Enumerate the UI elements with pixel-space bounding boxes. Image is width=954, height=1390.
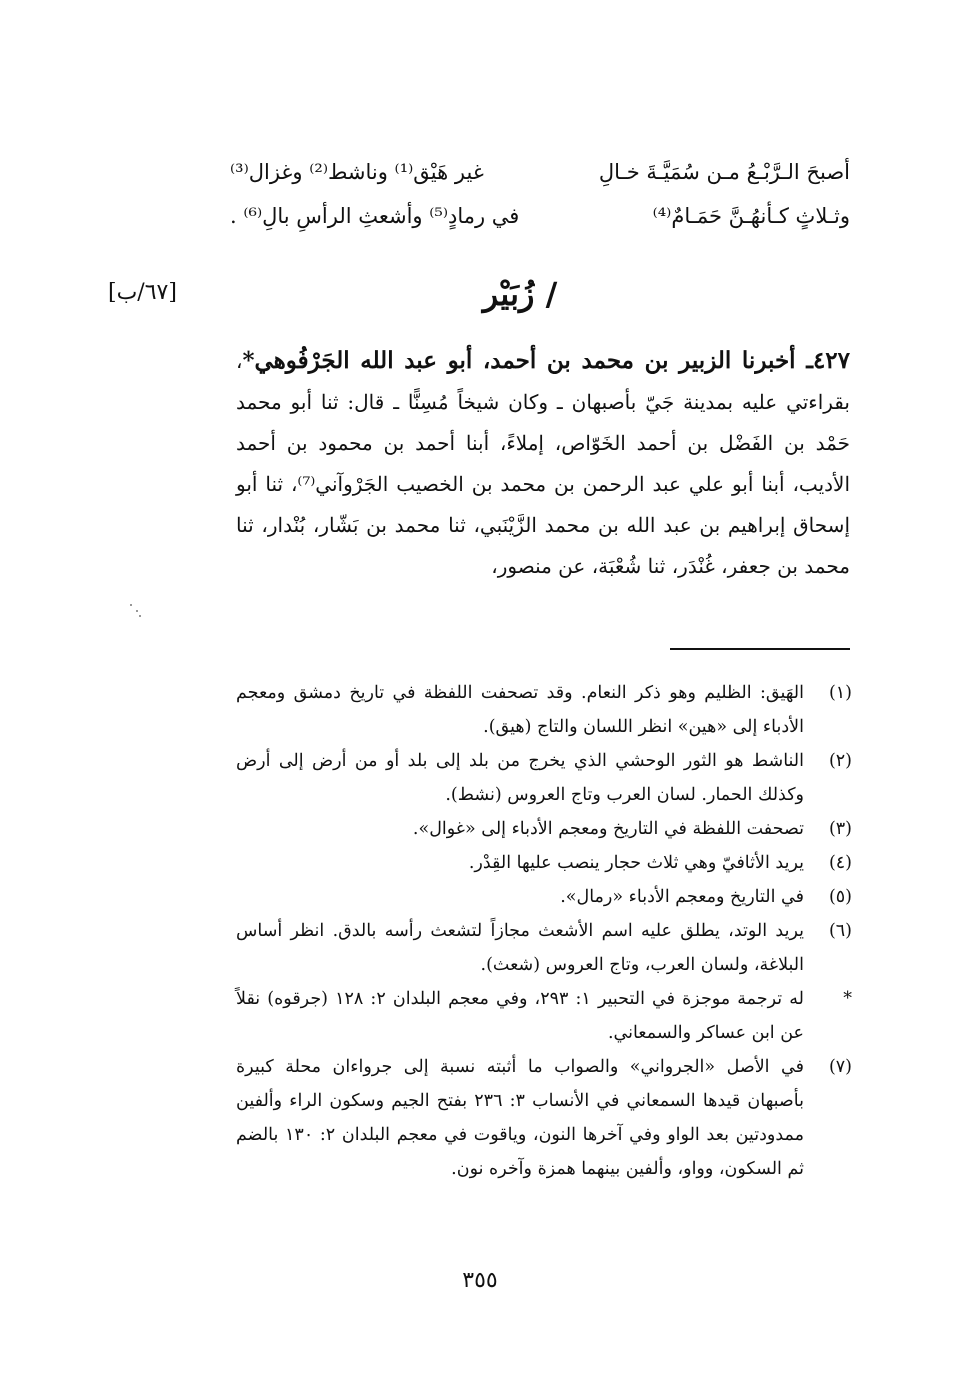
footnote-text: في الأصل «الجرواني» والصواب ما أثبته نسبة إلى جرواءان محلة كبيرة بأصبهان قيدها السمعاني في الأنساب ٣: ٢٣٦ بفتح الجيم وسكون الراء وألفين ممدودتين بعد الواو وفي آخرها النون، وياقوت في معجم البلدان ٢: ١٣٠ بالضم ثم السكون، وواو، وألفين بينهما همزة وآخره نون. bbox=[236, 1057, 804, 1179]
verse-first-hemistich: وثـلاثٍ كـأنهُـنَّ حَمَـامٌ⁽⁴⁾ bbox=[652, 204, 850, 228]
footnote-text: الناشط هو الثور الوحشي الذي يخرج من بلد إلى بلد أو من أرض إلى أرض وكذلك الحمار. لسان العرب وتاج العروس (نشط). bbox=[236, 751, 804, 805]
verse-first-hemistich: أصبحَ الـرَّبْـعُ مـن سُمَيَّـةَ خـالِ bbox=[598, 160, 850, 184]
footnote bbox=[236, 812, 856, 846]
entry-body: ، بقراءتي عليه بمدينة جَيّ بأصبهان ـ وكان شيخاً مُسِنًّا ـ قال: ثنا أبو محمد حَمْد بن الفَضْل بن أحمد الخَوّاص، إملاءً، أبنا أحمد بن محمود بن أحمد الأديب، أبنا أبو علي عبد الرحمن بن محمد بن الخصيب الجَرْوآني⁽⁷⁾، ثنا أبو إسحاق إبراهيم بن عبد الله بن محمد الزَّيْنَبي، ثنا محمد بن بَشّار، بُنْدار، ثنا محمد بن جعفر، غُنْدَر، ثنا شُعْبَة، عن منصور، bbox=[236, 349, 851, 578]
footnote-number: (٢) bbox=[828, 751, 852, 771]
footnote-number: (٧) bbox=[828, 1057, 852, 1077]
footnote-number: (٥) bbox=[828, 887, 852, 907]
footnote-number: (٦) bbox=[828, 921, 852, 941]
footnote-text: له ترجمة موجزة في التحبير ١: ٢٩٣، وفي معجم البلدان ٢: ١٢٨ (جرقوه) نقلاً عن ابن عساكر والسمعاني. bbox=[236, 989, 804, 1043]
verse-second-hemistich: في رمادٍ⁽⁵⁾ وأشعثِ الرأسِ بالِ⁽⁶⁾ . bbox=[230, 204, 520, 228]
page-number: ٣٥٥ bbox=[462, 1268, 498, 1293]
footnote-separator bbox=[670, 648, 850, 650]
footnote bbox=[236, 880, 856, 914]
footnote-text: الهَيق: الظليم وهو ذكر النعام. وقد تصحفت اللفظة في تاريخ دمشق ومعجم الأدباء إلى «هين» انظر اللسان والتاج (هيق). bbox=[236, 683, 804, 737]
manuscript-page-reference: [٦٧/ب] bbox=[108, 280, 177, 305]
footnotes bbox=[236, 676, 856, 1186]
footnote-number: (٤) bbox=[828, 853, 852, 873]
footnote bbox=[236, 846, 856, 880]
poem-verses bbox=[230, 150, 850, 238]
footnote-text: يريد الوتد، يطلق عليه اسم الأشعث مجازاً لتشعث رأسه بالدق. انظر أساس البلاغة، ولسان العرب، وتاج العروس (شعث). bbox=[236, 921, 804, 975]
footnote-number: (٣) bbox=[828, 819, 852, 839]
verse-second-hemistich: غير هَيْق⁽¹⁾ وناشط⁽²⁾ وغزال⁽³⁾ bbox=[230, 160, 484, 184]
footnote bbox=[236, 744, 856, 812]
verse-line bbox=[230, 150, 850, 194]
footnote-text: يريد الأثافيّ وهي ثلاث حجار ينصب عليها القِدْر. bbox=[468, 853, 804, 873]
verse-line bbox=[230, 194, 850, 238]
footnote bbox=[236, 1050, 856, 1186]
scan-speck bbox=[130, 604, 142, 618]
footnote bbox=[236, 676, 856, 744]
entry-lead: ٤٢٧ـ أخبرنا الزبير بن محمد بن أحمد، أبو عبد الله الجَرْفُوهي* bbox=[242, 347, 850, 374]
footnote-text: في التاريخ ومعجم الأدباء «رمال». bbox=[560, 887, 804, 907]
footnote-text: تصحفت اللفظة في التاريخ ومعجم الأدباء إلى «غوال». bbox=[412, 819, 804, 839]
footnote bbox=[236, 982, 856, 1050]
entry-paragraph bbox=[236, 340, 850, 587]
footnote-number: (١) bbox=[828, 683, 852, 703]
footnote-number: * bbox=[843, 989, 852, 1009]
section-heading: / زُبَيْر bbox=[482, 275, 558, 313]
footnote bbox=[236, 914, 856, 982]
